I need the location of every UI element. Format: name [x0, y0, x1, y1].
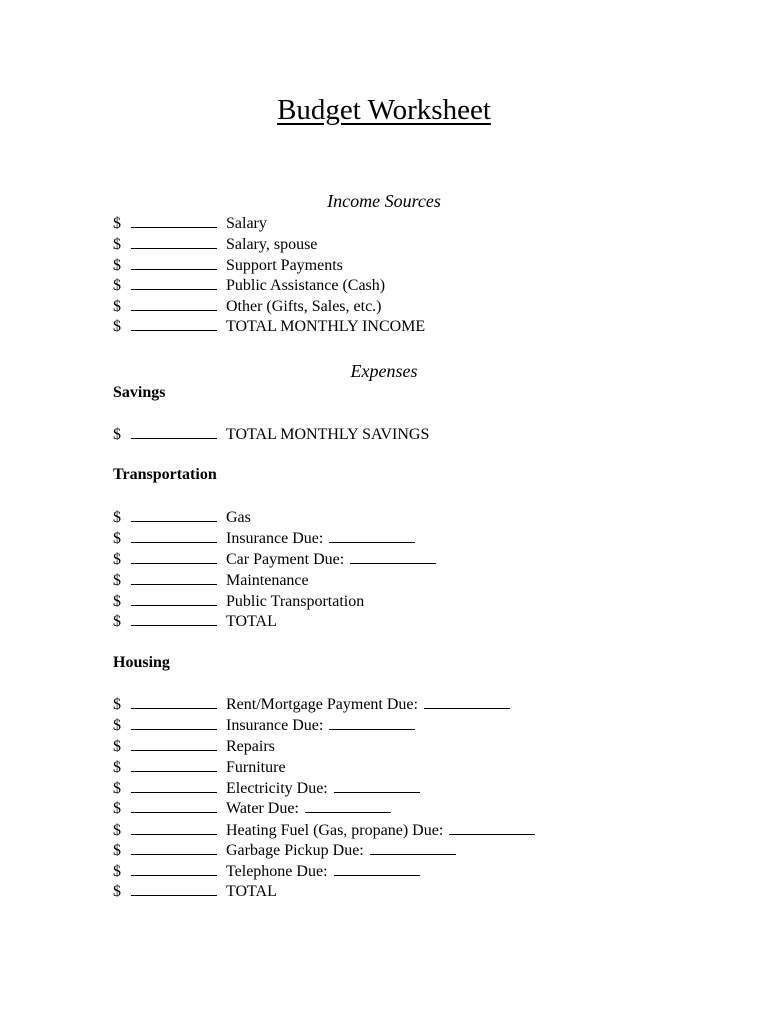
- dollar-sign: $: [113, 822, 121, 839]
- housing-row: [113, 735, 275, 756]
- dollar-sign: $: [113, 318, 121, 335]
- due-date-blank[interactable]: [334, 777, 420, 793]
- transportation-row: [113, 569, 309, 590]
- housing-row: [113, 839, 456, 860]
- housing-item-label: Rent/Mortgage Payment Due:: [226, 696, 418, 713]
- transportation-item-label: Gas: [226, 509, 251, 526]
- amount-blank[interactable]: [131, 506, 217, 522]
- transportation-row: [113, 527, 415, 548]
- page-title: Budget Worksheet: [277, 94, 491, 126]
- dollar-sign: $: [113, 236, 121, 253]
- income-row: [113, 233, 317, 254]
- amount-blank[interactable]: [131, 212, 217, 228]
- transportation-item-label: Insurance Due:: [226, 530, 324, 547]
- dollar-sign: $: [113, 551, 121, 568]
- transportation-item-label: Public Transportation: [226, 593, 365, 610]
- amount-blank[interactable]: [131, 295, 217, 311]
- income-heading: Income Sources: [327, 191, 441, 211]
- due-date-blank[interactable]: [449, 819, 535, 835]
- amount-blank[interactable]: [131, 756, 217, 772]
- amount-blank[interactable]: [131, 714, 217, 730]
- income-total-label: TOTAL MONTHLY INCOME: [226, 318, 426, 335]
- income-row: [113, 295, 382, 316]
- amount-blank[interactable]: [131, 233, 217, 249]
- transportation-item-label: Car Payment Due:: [226, 551, 345, 568]
- amount-blank[interactable]: [131, 274, 217, 290]
- housing-item-label: Electricity Due:: [226, 780, 328, 797]
- due-date-blank[interactable]: [370, 839, 456, 855]
- housing-row: [113, 819, 535, 840]
- dollar-sign: $: [113, 780, 121, 797]
- income-item-label: Public Assistance (Cash): [226, 277, 386, 294]
- dollar-sign: $: [113, 696, 121, 713]
- dollar-sign: $: [113, 842, 121, 859]
- savings-total-label: TOTAL MONTHLY SAVINGS: [226, 426, 430, 443]
- dollar-sign: $: [113, 530, 121, 547]
- housing-row: [113, 756, 286, 777]
- dollar-sign: $: [113, 759, 121, 776]
- transportation-heading: Transportation: [113, 466, 217, 483]
- expenses-heading: Expenses: [350, 361, 418, 381]
- due-date-blank[interactable]: [329, 527, 415, 543]
- housing-item-label: Repairs: [226, 738, 275, 755]
- amount-blank[interactable]: [131, 254, 217, 270]
- dollar-sign: $: [113, 277, 121, 294]
- amount-blank[interactable]: [131, 735, 217, 751]
- amount-blank[interactable]: [131, 797, 217, 813]
- dollar-sign: $: [113, 572, 121, 589]
- due-date-blank[interactable]: [334, 860, 420, 876]
- amount-blank[interactable]: [131, 693, 217, 709]
- due-date-blank[interactable]: [350, 548, 436, 564]
- dollar-sign: $: [113, 863, 121, 880]
- amount-blank[interactable]: [131, 777, 217, 793]
- housing-row: [113, 860, 420, 881]
- housing-item-label: Water Due:: [226, 800, 299, 817]
- amount-blank[interactable]: [131, 527, 217, 543]
- savings-heading: Savings: [113, 384, 166, 401]
- amount-blank[interactable]: [131, 590, 217, 606]
- transportation-row: [113, 548, 436, 569]
- housing-item-label: Furniture: [226, 759, 286, 776]
- dollar-sign: $: [113, 426, 121, 443]
- income-row: [113, 274, 385, 295]
- housing-total-label: TOTAL: [226, 883, 277, 900]
- transportation-row: [113, 506, 251, 527]
- housing-row: [113, 693, 510, 714]
- amount-blank[interactable]: [131, 880, 217, 896]
- dollar-sign: $: [113, 883, 121, 900]
- amount-blank[interactable]: [131, 610, 217, 626]
- dollar-sign: $: [113, 215, 121, 232]
- transportation-total-label: TOTAL: [226, 613, 277, 630]
- due-date-blank[interactable]: [305, 797, 391, 813]
- housing-row: [113, 777, 420, 798]
- savings-total-row: [113, 423, 429, 444]
- housing-row: [113, 797, 391, 818]
- amount-blank[interactable]: [131, 315, 217, 331]
- dollar-sign: $: [113, 593, 121, 610]
- income-item-label: Other (Gifts, Sales, etc.): [226, 298, 382, 315]
- housing-row: [113, 714, 415, 735]
- dollar-sign: $: [113, 257, 121, 274]
- income-item-label: Salary: [226, 215, 267, 232]
- housing-item-label: Heating Fuel (Gas, propane) Due:: [226, 822, 444, 839]
- income-row: [113, 212, 267, 233]
- housing-total-row: [113, 880, 277, 901]
- housing-item-label: Garbage Pickup Due:: [226, 842, 364, 859]
- amount-blank[interactable]: [131, 548, 217, 564]
- income-row: [113, 254, 343, 275]
- income-total-row: [113, 315, 425, 336]
- transportation-row: [113, 590, 364, 611]
- amount-blank[interactable]: [131, 569, 217, 585]
- due-date-blank[interactable]: [424, 693, 510, 709]
- dollar-sign: $: [113, 738, 121, 755]
- income-item-label: Salary, spouse: [226, 236, 318, 253]
- housing-item-label: Insurance Due:: [226, 717, 324, 734]
- dollar-sign: $: [113, 613, 121, 630]
- amount-blank[interactable]: [131, 819, 217, 835]
- dollar-sign: $: [113, 717, 121, 734]
- housing-heading: Housing: [113, 654, 170, 671]
- dollar-sign: $: [113, 298, 121, 315]
- amount-blank[interactable]: [131, 839, 217, 855]
- income-item-label: Support Payments: [226, 257, 343, 274]
- transportation-total-row: [113, 610, 277, 631]
- housing-item-label: Telephone Due:: [226, 863, 328, 880]
- amount-blank[interactable]: [131, 423, 217, 439]
- dollar-sign: $: [113, 509, 121, 526]
- amount-blank[interactable]: [131, 860, 217, 876]
- due-date-blank[interactable]: [329, 714, 415, 730]
- dollar-sign: $: [113, 800, 121, 817]
- transportation-item-label: Maintenance: [226, 572, 309, 589]
